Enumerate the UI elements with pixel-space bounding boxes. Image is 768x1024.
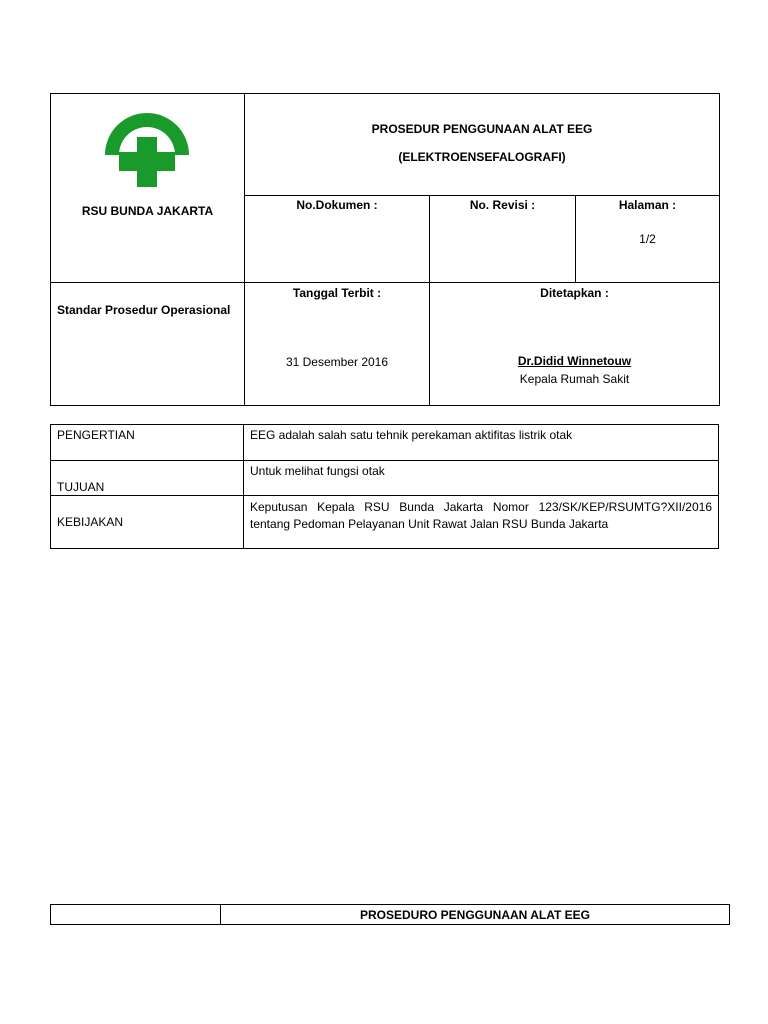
no-revisi-cell — [430, 196, 576, 283]
kebijakan-label: KEBIJAKAN — [51, 496, 244, 549]
tanggal-terbit-cell — [245, 283, 430, 406]
hospital-logo-cell — [51, 94, 245, 283]
document-title: PROSEDUR PENGGUNAAN ALAT EEG — [371, 122, 593, 136]
no-revisi-label: No. Revisi : — [469, 198, 536, 212]
no-dokumen-cell — [245, 196, 430, 283]
table-row — [51, 425, 719, 461]
table-row — [51, 461, 719, 496]
tujuan-label: TUJUAN — [51, 461, 244, 496]
pengertian-text: EEG adalah salah satu tehnik perekaman aktifitas listrik otak — [244, 425, 719, 461]
tanggal-terbit-label: Tanggal Terbit : — [292, 286, 382, 300]
hospital-logo-icon — [103, 109, 191, 187]
tujuan-text: Untuk melihat fungsi otak — [244, 461, 719, 496]
ditetapkan-label: Ditetapkan : — [540, 286, 609, 300]
next-page-header-table — [50, 904, 730, 925]
footer-title: PROSEDURO PENGGUNAAN ALAT EEG — [221, 905, 730, 925]
halaman-value: 1/2 — [639, 232, 656, 246]
signer-title: Kepala Rumah Sakit — [519, 372, 630, 386]
sop-label: Standar Prosedur Operasional — [57, 303, 231, 317]
kebijakan-text: Keputusan Kepala RSU Bunda Jakarta Nomor 123/SK/KEP/RSUMTG?XII/2016 tentang Pedoman Pelayanan Unit Rawat Jalan RSU Bunda Jakarta — [244, 496, 719, 549]
footer-left-cell — [51, 905, 221, 925]
signer-name: Dr.Didid Winnetouw — [517, 354, 632, 368]
halaman-cell — [576, 196, 720, 283]
sop-cell — [51, 283, 245, 406]
document-subtitle: (ELEKTROENSEFALOGRAFI) — [398, 150, 566, 164]
halaman-label: Halaman : — [618, 198, 677, 212]
no-dokumen-label: No.Dokumen : — [296, 198, 378, 212]
ditetapkan-cell — [430, 283, 720, 406]
document-title-cell — [245, 94, 720, 196]
document-header-table — [50, 93, 720, 406]
pengertian-label: PENGERTIAN — [51, 425, 244, 461]
procedure-info-table — [50, 424, 719, 549]
hospital-name: RSU BUNDA JAKARTA — [81, 204, 214, 218]
tanggal-terbit-value: 31 Desember 2016 — [285, 355, 389, 369]
table-row — [51, 496, 719, 549]
